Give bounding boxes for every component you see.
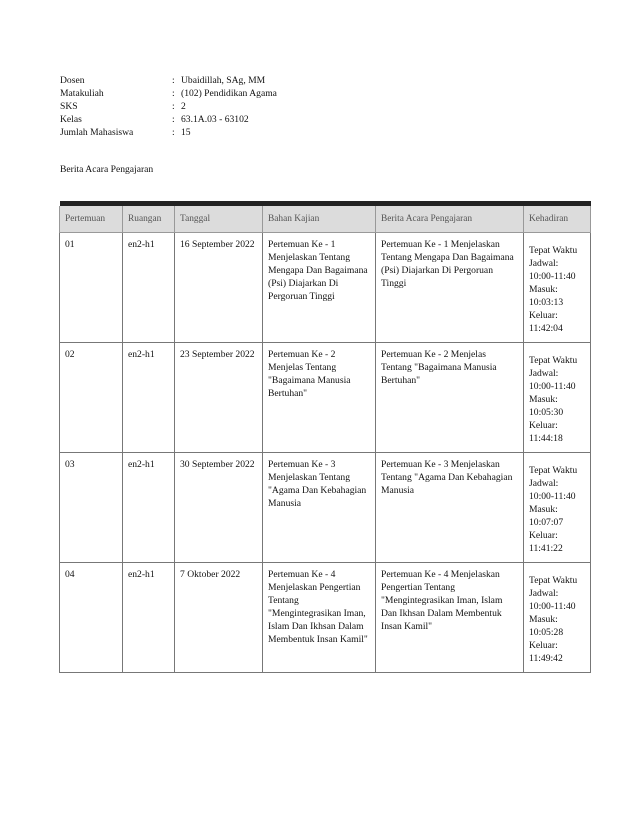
cell-tanggal: 7 Oktober 2022 [175,563,263,673]
kehadiran-status: Tepat Waktu [529,464,578,476]
kehadiran-jadwal-label: Jadwal: [529,367,559,379]
header-kehadiran: Kehadiran [524,206,591,233]
cell-berita-acara: Pertemuan Ke - 1 Menjelaskan Tentang Mengapa Dan Bagaimana (Psi) Diajarkan Di Pergoruan Tinggi [376,233,524,343]
kehadiran-jadwal-label: Jadwal: [529,257,559,269]
kehadiran-keluar-label: Keluar: [529,639,558,651]
header-ruangan: Ruangan [123,206,175,233]
cell-ruangan: en2-h1 [123,343,175,453]
table-row [60,343,591,453]
cell-bahan-kajian: Pertemuan Ke - 4 Menjelaskan Pengertian Tentang "Mengintegrasikan Iman, Islam Dan Ikhsan Dalam Membentuk Insan Kamil" [263,563,376,673]
info-row-sks [60,100,277,113]
kehadiran-masuk-label: Masuk: [529,283,558,295]
kehadiran-jadwal-label: Jadwal: [529,477,559,489]
info-row-jumlah-mahasiswa [60,126,277,139]
table-row [60,563,591,673]
kehadiran-jadwal: 10:00-11:40 [529,490,576,502]
kehadiran-masuk: 10:07:07 [529,516,564,528]
section-title: Berita Acara Pengajaran [60,164,154,175]
kehadiran-masuk: 10:05:28 [529,626,564,638]
cell-berita-acara: Pertemuan Ke - 2 Menjelas Tentang "Bagaimana Manusia Bertuhan" [376,343,524,453]
info-value: 15 [181,127,191,138]
kehadiran-jadwal: 10:00-11:40 [529,270,576,282]
info-colon: : [172,127,175,138]
info-value: Ubaidillah, SAg, MM [181,75,266,86]
kehadiran-masuk-label: Masuk: [529,393,558,405]
kehadiran-keluar: 11:42:04 [529,322,563,334]
cell-ruangan: en2-h1 [123,233,175,343]
kehadiran-status: Tepat Waktu [529,354,578,366]
info-value: 2 [181,101,186,112]
kehadiran-keluar-label: Keluar: [529,529,558,541]
kehadiran-jadwal: 10:00-11:40 [529,600,576,612]
cell-tanggal: 23 September 2022 [175,343,263,453]
cell-kehadiran [524,233,591,343]
info-label: Kelas [60,114,82,125]
info-colon: : [172,75,175,86]
kehadiran-masuk-label: Masuk: [529,503,558,515]
info-row-matakuliah [60,87,277,100]
kehadiran-keluar-label: Keluar: [529,419,558,431]
kehadiran-jadwal-label: Jadwal: [529,587,559,599]
cell-bahan-kajian: Pertemuan Ke - 2 Menjelas Tentang "Bagaimana Manusia Bertuhan" [263,343,376,453]
kehadiran-masuk-label: Masuk: [529,613,558,625]
cell-bahan-kajian: Pertemuan Ke - 1 Menjelaskan Tentang Mengapa Dan Bagaimana (Psi) Diajarkan Di Pergoruan Tinggi [263,233,376,343]
info-label: Matakuliah [60,88,104,99]
cell-bahan-kajian: Pertemuan Ke - 3 Menjelaskan Tentang "Agama Dan Kebahagian Manusia [263,453,376,563]
cell-kehadiran [524,563,591,673]
info-value: (102) Pendidikan Agama [181,88,277,99]
cell-tanggal: 30 September 2022 [175,453,263,563]
info-colon: : [172,114,175,125]
cell-pertemuan: 03 [60,453,123,563]
info-label: SKS [60,101,78,112]
cell-pertemuan: 04 [60,563,123,673]
cell-ruangan: en2-h1 [123,453,175,563]
kehadiran-status: Tepat Waktu [529,574,578,586]
info-colon: : [172,101,175,112]
course-info [60,74,277,139]
cell-kehadiran [524,343,591,453]
cell-tanggal: 16 September 2022 [175,233,263,343]
info-label: Jumlah Mahasiswa [60,127,134,138]
header-berita-acara: Berita Acara Pengajaran [376,206,524,233]
table-header-row [60,206,591,233]
table-row [60,233,591,343]
cell-ruangan: en2-h1 [123,563,175,673]
info-row-dosen [60,74,277,87]
kehadiran-keluar-label: Keluar: [529,309,558,321]
table-row [60,453,591,563]
cell-berita-acara: Pertemuan Ke - 4 Menjelaskan Pengertian Tentang "Mengintegrasikan Iman, Islam Dan Ikhsan Dalam Membentuk Insan Kamil" [376,563,524,673]
kehadiran-masuk: 10:03:13 [529,296,564,308]
info-value: 63.1A.03 - 63102 [181,114,249,125]
cell-berita-acara: Pertemuan Ke - 3 Menjelaskan Tentang "Agama Dan Kebahagian Manusia [376,453,524,563]
kehadiran-status: Tepat Waktu [529,244,578,256]
kehadiran-jadwal: 10:00-11:40 [529,380,576,392]
cell-pertemuan: 02 [60,343,123,453]
cell-kehadiran [524,453,591,563]
kehadiran-keluar: 11:41:22 [529,542,563,554]
header-bahan-kajian: Bahan Kajian [263,206,376,233]
info-colon: : [172,88,175,99]
kehadiran-keluar: 11:49:42 [529,652,563,664]
kehadiran-keluar: 11:44:18 [529,432,563,444]
teaching-log-table [59,201,591,673]
info-row-kelas [60,113,277,126]
header-tanggal: Tanggal [175,206,263,233]
kehadiran-masuk: 10:05:30 [529,406,564,418]
cell-pertemuan: 01 [60,233,123,343]
header-pertemuan: Pertemuan [60,206,123,233]
info-label: Dosen [60,75,85,86]
